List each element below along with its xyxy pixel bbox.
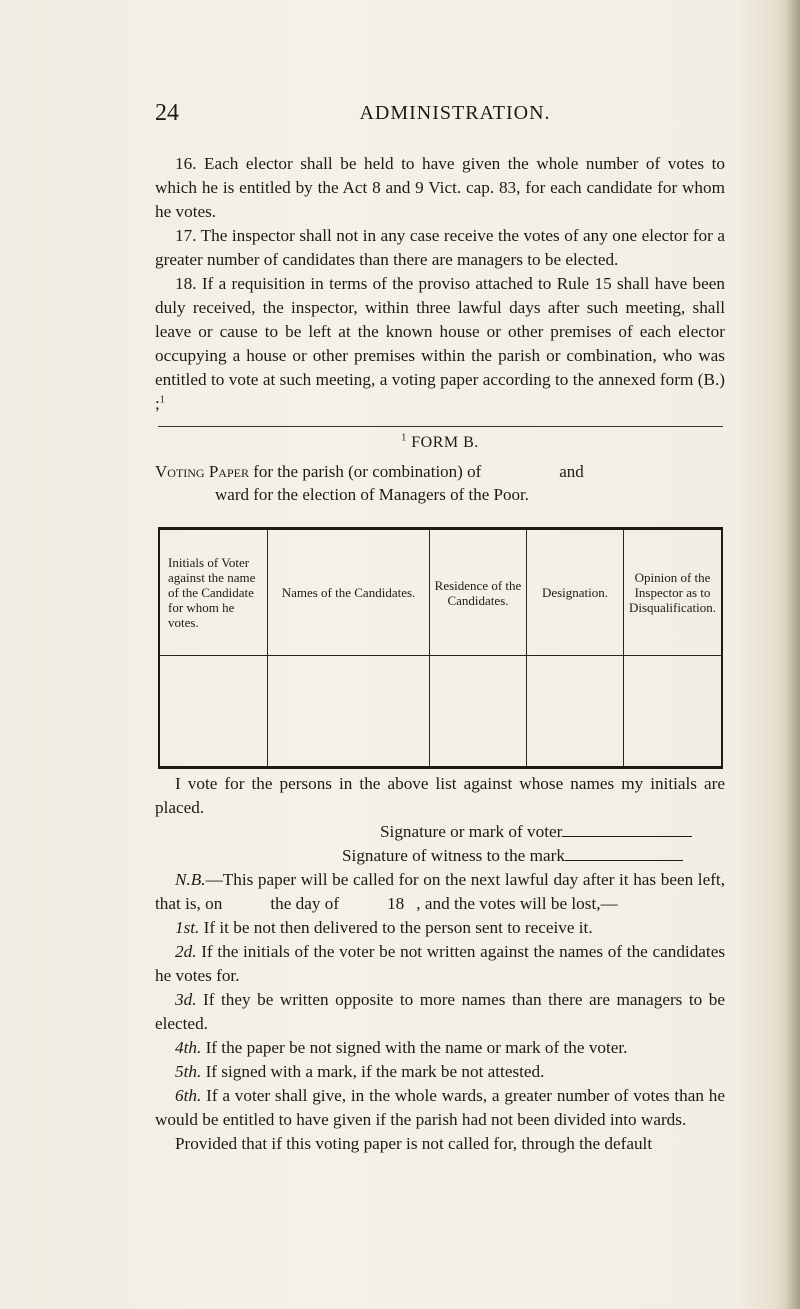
- form-heading-smallcaps: Voting Paper: [155, 462, 249, 481]
- footnote-ref: 1: [159, 394, 165, 406]
- header-opinion: Opinion of the Inspector as to Disqualification.: [624, 529, 723, 656]
- nb-text-1: —This paper will be called for on the next lawful day after it has been left, that is, on: [155, 870, 725, 913]
- condition-2: [155, 940, 725, 988]
- condition-text: If they be written opposite to more names than there are managers to be elected.: [155, 990, 725, 1033]
- voting-paper-table: [158, 527, 723, 769]
- footnote-mark: 1: [401, 432, 407, 444]
- header-designation: Designation.: [527, 529, 624, 656]
- condition-ordinal: 3d.: [175, 990, 197, 1009]
- running-title: ADMINISTRATION.: [359, 102, 551, 124]
- header-names: Names of the Candidates.: [268, 529, 430, 656]
- after-table-section: [155, 772, 725, 1156]
- condition-ordinal: 2d.: [175, 942, 197, 961]
- condition-4: [155, 1036, 725, 1060]
- condition-ordinal: 4th.: [175, 1038, 202, 1057]
- nb-paragraph: [155, 868, 725, 916]
- header-initials: Initials of Voter against the name of the Candidate for whom he votes.: [159, 529, 268, 656]
- rule-text: Each elector shall be held to have given the whole number of votes to which he is entitled by the Act 8 and 9 Vict. cap. 83, for each candidate for whom he votes.: [155, 154, 725, 221]
- nb-year: 18: [387, 894, 405, 913]
- table-cell-opinion[interactable]: [624, 656, 723, 768]
- signature-witness-blank[interactable]: [565, 846, 683, 861]
- rule-number: 17.: [175, 226, 197, 245]
- condition-ordinal: 1st.: [175, 918, 200, 937]
- nb-text-2: , and the votes will be lost,—: [416, 894, 618, 913]
- rule-number: 18.: [175, 274, 197, 293]
- condition-text: If the initials of the voter be not written against the names of the candidates he votes for.: [155, 942, 726, 985]
- signature-witness: [155, 844, 725, 868]
- nb-the: the: [270, 894, 292, 913]
- rule-18: [155, 272, 725, 416]
- signature-witness-label: Signature of witness to the mark: [342, 846, 565, 865]
- vote-statement: I vote for the persons in the above list against whose names my initials are placed.: [155, 774, 725, 817]
- page-edge: [786, 0, 800, 1309]
- condition-text: If it be not then delivered to the person sent to receive it.: [203, 918, 593, 937]
- form-title: FORM B.: [411, 434, 479, 451]
- rule-16: [155, 152, 725, 224]
- table-cell-names[interactable]: [268, 656, 430, 768]
- page-number: 24: [155, 100, 179, 126]
- signature-voter-blank[interactable]: [562, 822, 692, 837]
- form-heading: [155, 460, 725, 506]
- footnote-divider: [158, 426, 723, 427]
- form-heading-line2: ward for the election of Managers of the Poor.: [215, 485, 529, 504]
- form-label: [155, 434, 725, 452]
- condition-ordinal: 6th.: [175, 1086, 202, 1105]
- rule-text: The inspector shall not in any case receive the votes of any one elector for a greater number of candidates than there are managers to be elected.: [155, 226, 725, 269]
- condition-5: [155, 1060, 725, 1084]
- condition-text: If a voter shall give, in the whole wards, a greater number of votes than he would be entitled to have given if the parish had not been divided into wards.: [155, 1086, 726, 1129]
- signature-voter: [155, 820, 725, 844]
- form-heading-line1: [155, 460, 725, 483]
- rule-text: If a requisition in terms of the proviso attached to Rule 15 shall have been duly received, the inspector, within three lawful days after such meeting, shall leave or cause to be left at the known house or other premises of each elector occupying a house or other premises within the parish or combination, who was entitled to vote at such meeting, a voting paper according to the annexed form (B.) ;: [155, 274, 725, 413]
- condition-text: If the paper be not signed with the name or mark of the voter.: [205, 1038, 628, 1057]
- nb-day-of: day of: [295, 894, 340, 913]
- condition-text: If signed with a mark, if the mark be not attested.: [205, 1062, 545, 1081]
- signature-voter-label: Signature or mark of voter: [380, 822, 563, 841]
- table-header-row: [159, 529, 722, 656]
- table-cell-designation[interactable]: [527, 656, 624, 768]
- table-cell-residence[interactable]: [430, 656, 527, 768]
- page-header: [155, 100, 725, 134]
- proviso: Provided that if this voting paper is not called for, through the default: [175, 1134, 653, 1153]
- rules-section: [155, 152, 725, 416]
- form-heading-part1: for the parish (or combination) of: [253, 462, 482, 481]
- condition-1: [155, 916, 725, 940]
- condition-6: [155, 1084, 725, 1132]
- rule-17: [155, 224, 725, 272]
- table-row: [159, 656, 722, 768]
- condition-3: [155, 988, 725, 1036]
- header-residence: Residence of the Candidates.: [430, 529, 527, 656]
- form-heading-and: and: [559, 462, 584, 481]
- table-cell-initials[interactable]: [159, 656, 268, 768]
- condition-ordinal: 5th.: [175, 1062, 202, 1081]
- nb-label: N.B.: [175, 870, 206, 889]
- rule-number: 16.: [175, 154, 197, 173]
